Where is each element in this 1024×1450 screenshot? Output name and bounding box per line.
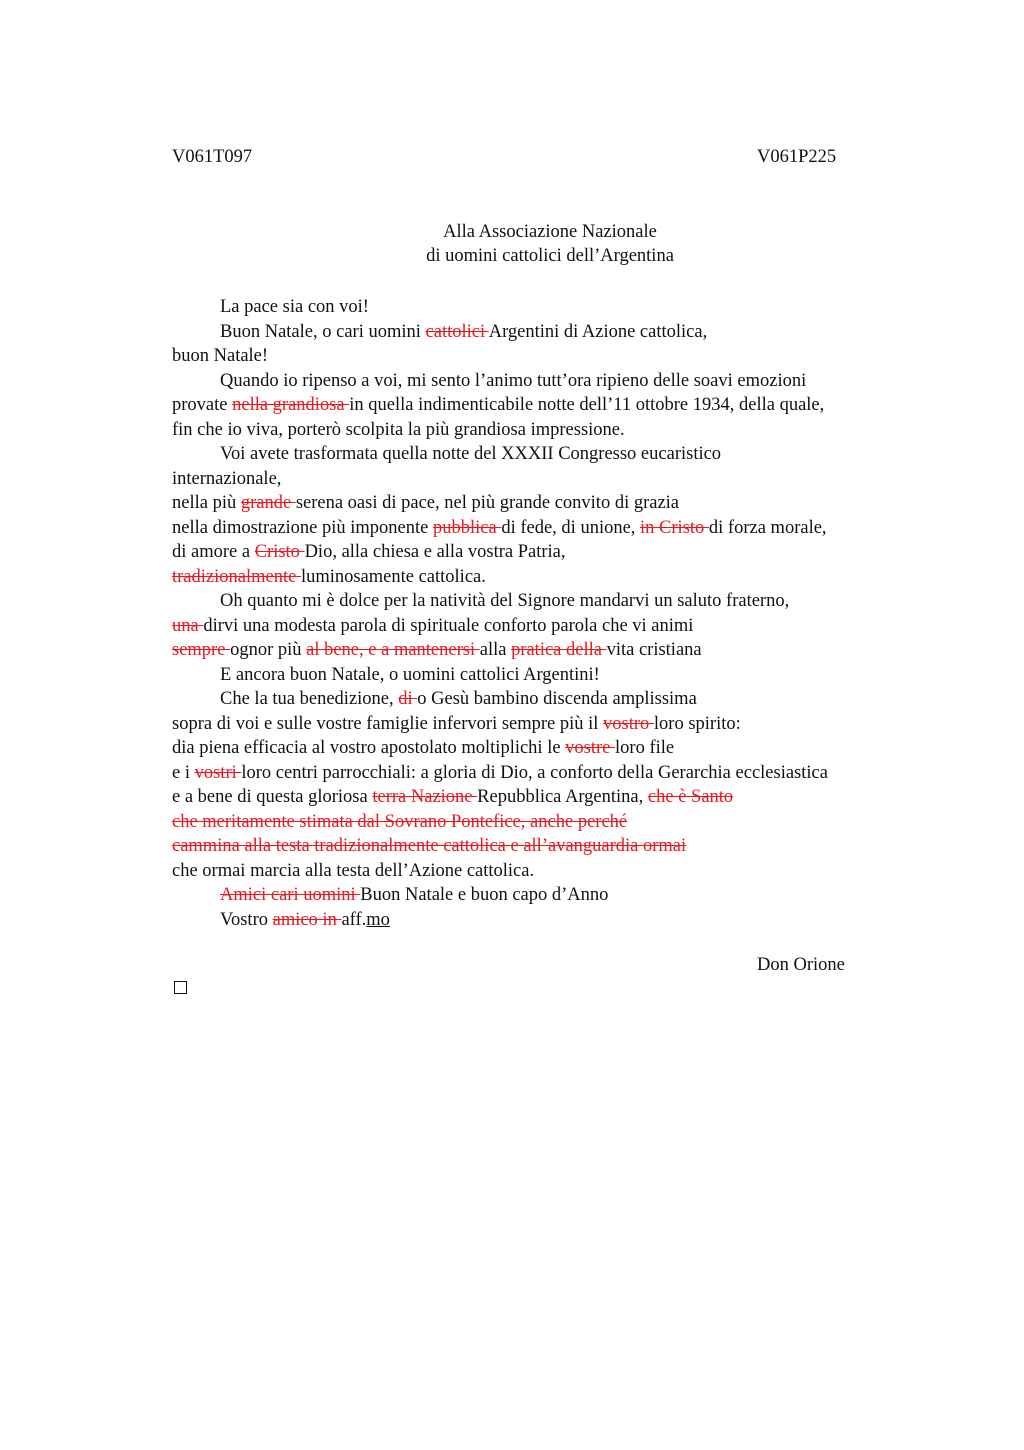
letter-line [172,638,932,663]
addressee-line-1: Alla Associazione Nazionale [443,222,657,242]
letter-line [172,320,932,345]
deleted-text: terra Nazione [372,787,478,807]
underlined-text: mo [366,909,390,930]
letter-line [172,810,932,835]
addressee-line-2: di uomini cattolici dell’Argentina [426,246,674,266]
line-text: alla [479,640,512,660]
line-text: La pace sia con voi! [220,297,369,317]
line-text: aff. [341,909,367,930]
line-text: di amore a [172,542,255,562]
line-text: loro spirito: [653,713,741,734]
line-text: Argentini di Azione cattolica, [488,321,708,342]
letter-line [172,663,932,688]
document-code-left: V061T097 [172,147,253,167]
line-text: nella dimostrazione più imponente [172,517,433,538]
deleted-text: nella grandiosa [232,395,350,415]
letter-line [172,540,932,565]
letter-line [172,589,932,614]
letter-line [172,908,932,933]
deleted-text: cattolici [425,321,489,342]
document-code-right: V061P225 [757,147,837,167]
letter-line [172,761,932,786]
line-text: Vostro [220,909,273,930]
deleted-text: vostre [565,738,616,758]
line-text: Quando io ripenso a voi, mi sento l’animo tutt’ora ripieno delle soavi emozioni [220,370,807,391]
deleted-text: sempre [172,640,231,660]
letter-line [172,565,932,590]
line-text: loro file [615,738,675,758]
deleted-text: Cristo [254,542,305,562]
letter-line [172,295,932,320]
line-text: che ormai marcia alla testa dell’Azione cattolica. [172,860,535,881]
letter-line [172,614,932,639]
line-text: luminosamente cattolica. [300,566,486,587]
line-text: in quella indimenticabile notte dell’11 ottobre 1934, della quale, [349,395,825,415]
letter-line [172,344,932,369]
line-text: sopra di voi e sulle vostre famiglie infervori sempre più il [172,713,604,734]
line-text: di forza morale, [708,517,827,538]
letter-line [172,712,932,737]
letter-body [172,295,932,932]
letter-line [172,442,932,467]
box-icon [174,981,187,994]
line-text: fin che io viva, porterò scolpita la più grandiosa impressione. [172,419,625,440]
deleted-text: amico in [272,909,342,930]
line-text: serena oasi di pace, nel più grande convito di grazia [295,493,680,513]
line-text: dia piena efficacia al vostro apostolato moltiplichi le [172,738,566,758]
deleted-text: vostro [603,713,654,734]
line-text: internazionale, [172,468,282,489]
line-text: Repubblica Argentina, [477,787,648,807]
line-text: Voi avete trasformata quella notte del XXXII Congresso eucaristico [220,444,722,464]
deleted-text: tradizionalmente [172,566,301,587]
line-text: ognor più [230,640,307,660]
line-text: buon Natale! [172,346,269,366]
line-text: di fede, di unione, [501,517,641,538]
line-text: E ancora buon Natale, o uomini cattolici Argentini! [220,664,600,685]
letter-line [172,467,932,492]
deleted-text: una [172,615,204,636]
deleted-text: in Cristo [640,517,709,538]
line-text: provate [172,395,233,415]
line-text: o Gesù bambino discenda amplissima [417,689,697,709]
line-text: Oh quanto mi è dolce per la natività del Signore mandarvi un saluto fraterno, [220,591,790,611]
letter-line [172,736,932,761]
line-text: dirvi una modesta parola di spirituale conforto parola che vi animi [203,615,694,636]
deleted-text: pratica della [511,640,607,660]
line-text: Buon Natale e buon capo d’Anno [360,885,609,905]
deleted-text: che meritamente stimata dal Sovrano Pontefice, anche perché [172,811,628,832]
letter-line [172,859,932,884]
letter-line [172,491,932,516]
deleted-text: che è Santo [647,787,734,807]
line-text: Che la tua benedizione, [220,689,399,709]
deleted-text: grande [240,493,296,513]
letter-line [172,418,932,443]
line-text: e a bene di questa gloriosa [172,787,373,807]
deleted-text: Amici cari uomini [220,885,361,905]
line-text: loro centri parrocchiali: a gloria di Dio, a conforto della Gerarchia ecclesiastica [241,762,828,783]
line-text: e i [172,762,195,783]
letter-line [172,687,932,712]
deleted-text: pubblica [433,517,502,538]
line-text: vita cristiana [606,640,702,660]
letter-line [172,369,932,394]
letter-line [172,516,932,541]
deleted-text: di [398,689,418,709]
letter-line [172,883,932,908]
line-text: Dio, alla chiesa e alla vostra Patria, [304,542,566,562]
deleted-text: al bene, e a mantenersi [306,640,480,660]
letter-line [172,785,932,810]
letter-line [172,393,932,418]
line-text: Buon Natale, o cari uomini [220,321,426,342]
deleted-text: cammina alla testa tradizionalmente cattolica e all’avanguardia ormai [172,836,687,856]
deleted-text: vostri [194,762,242,783]
letter-line [172,834,932,859]
signature: Don Orione [757,955,845,975]
line-text: nella più [172,493,241,513]
